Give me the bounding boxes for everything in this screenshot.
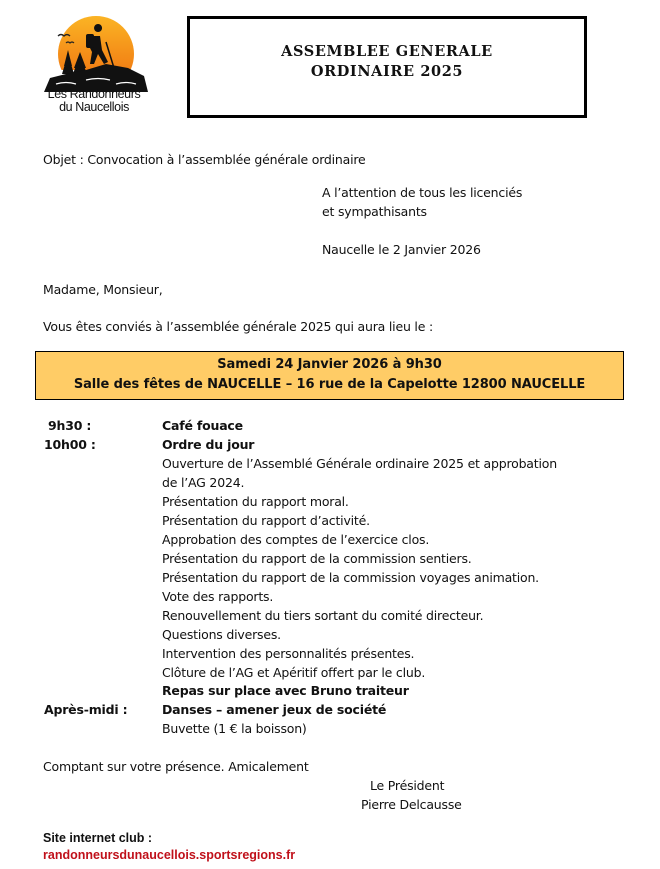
agenda-item: Renouvellement du tiers sortant du comité directeur. <box>162 608 484 623</box>
agenda-item: Danses – amener jeux de société <box>162 702 387 717</box>
agenda-item: Présentation du rapport moral. <box>162 494 349 509</box>
objet-line: Objet : Convocation à l’assemblée générale ordinaire <box>43 152 366 167</box>
agenda-item: Présentation du rapport de la commission sentiers. <box>162 551 472 566</box>
attention-line-2: et sympathisants <box>322 204 427 219</box>
agenda-item: Présentation du rapport d’activité. <box>162 513 370 528</box>
signature-title: Le Président <box>370 778 445 793</box>
agenda-item: Clôture de l’AG et Apéritif offert par le club. <box>162 665 426 680</box>
agenda-item: de l’AG 2024. <box>162 475 245 490</box>
agenda-item: Intervention des personnalités présentes. <box>162 646 415 661</box>
agenda-item: Ouverture de l’Assemblé Générale ordinaire 2025 et approbation <box>162 456 557 471</box>
agenda-item: Approbation des comptes de l’exercice clos. <box>162 532 430 547</box>
event-date: Samedi 24 Janvier 2026 à 9h30 <box>217 357 442 372</box>
signature-name: Pierre Delcausse <box>361 797 462 812</box>
event-location: Salle des fêtes de NAUCELLE – 16 rue de la Capelotte 12800 NAUCELLE <box>73 377 586 392</box>
logo-line-1: Les Randonneurs <box>47 87 141 101</box>
agenda-time: 9h30 : <box>48 418 92 433</box>
agenda-item: Repas sur place avec Bruno traiteur <box>162 683 409 698</box>
site-label: Site internet club : <box>43 831 153 845</box>
agenda-item: Questions diverses. <box>162 627 281 642</box>
intro-line: Vous êtes conviés à l’assemblée générale 2025 qui aura lieu le : <box>43 319 433 334</box>
title-box <box>187 16 587 118</box>
title-line-2: ORDINAIRE 2025 <box>310 63 464 80</box>
event-highlight-box <box>35 351 624 400</box>
agenda-time: 10h00 : <box>44 437 96 452</box>
logo-text <box>36 88 152 114</box>
site-link[interactable]: randonneursdunaucellois.sportsregions.fr <box>43 848 296 862</box>
closing-text: Comptant sur votre présence. Amicalement <box>43 759 309 774</box>
agenda-item: Présentation du rapport de la commission voyages animation. <box>162 570 539 585</box>
logo-line-2: du Naucellois <box>59 100 129 114</box>
title-line-1: ASSEMBLEE GENERALE <box>281 43 493 60</box>
agenda-item: Vote des rapports. <box>162 589 274 604</box>
agenda-time: Après-midi : <box>44 702 128 717</box>
agenda-item: Buvette (1 € la boisson) <box>162 721 307 736</box>
date-place: Naucelle le 2 Janvier 2026 <box>322 242 481 257</box>
attention-line-1: A l’attention de tous les licenciés <box>322 185 523 200</box>
hiker-sun-icon <box>36 14 152 92</box>
salutation: Madame, Monsieur, <box>43 282 163 297</box>
agenda-item: Ordre du jour <box>162 437 255 452</box>
agenda-item: Café fouace <box>162 418 243 433</box>
